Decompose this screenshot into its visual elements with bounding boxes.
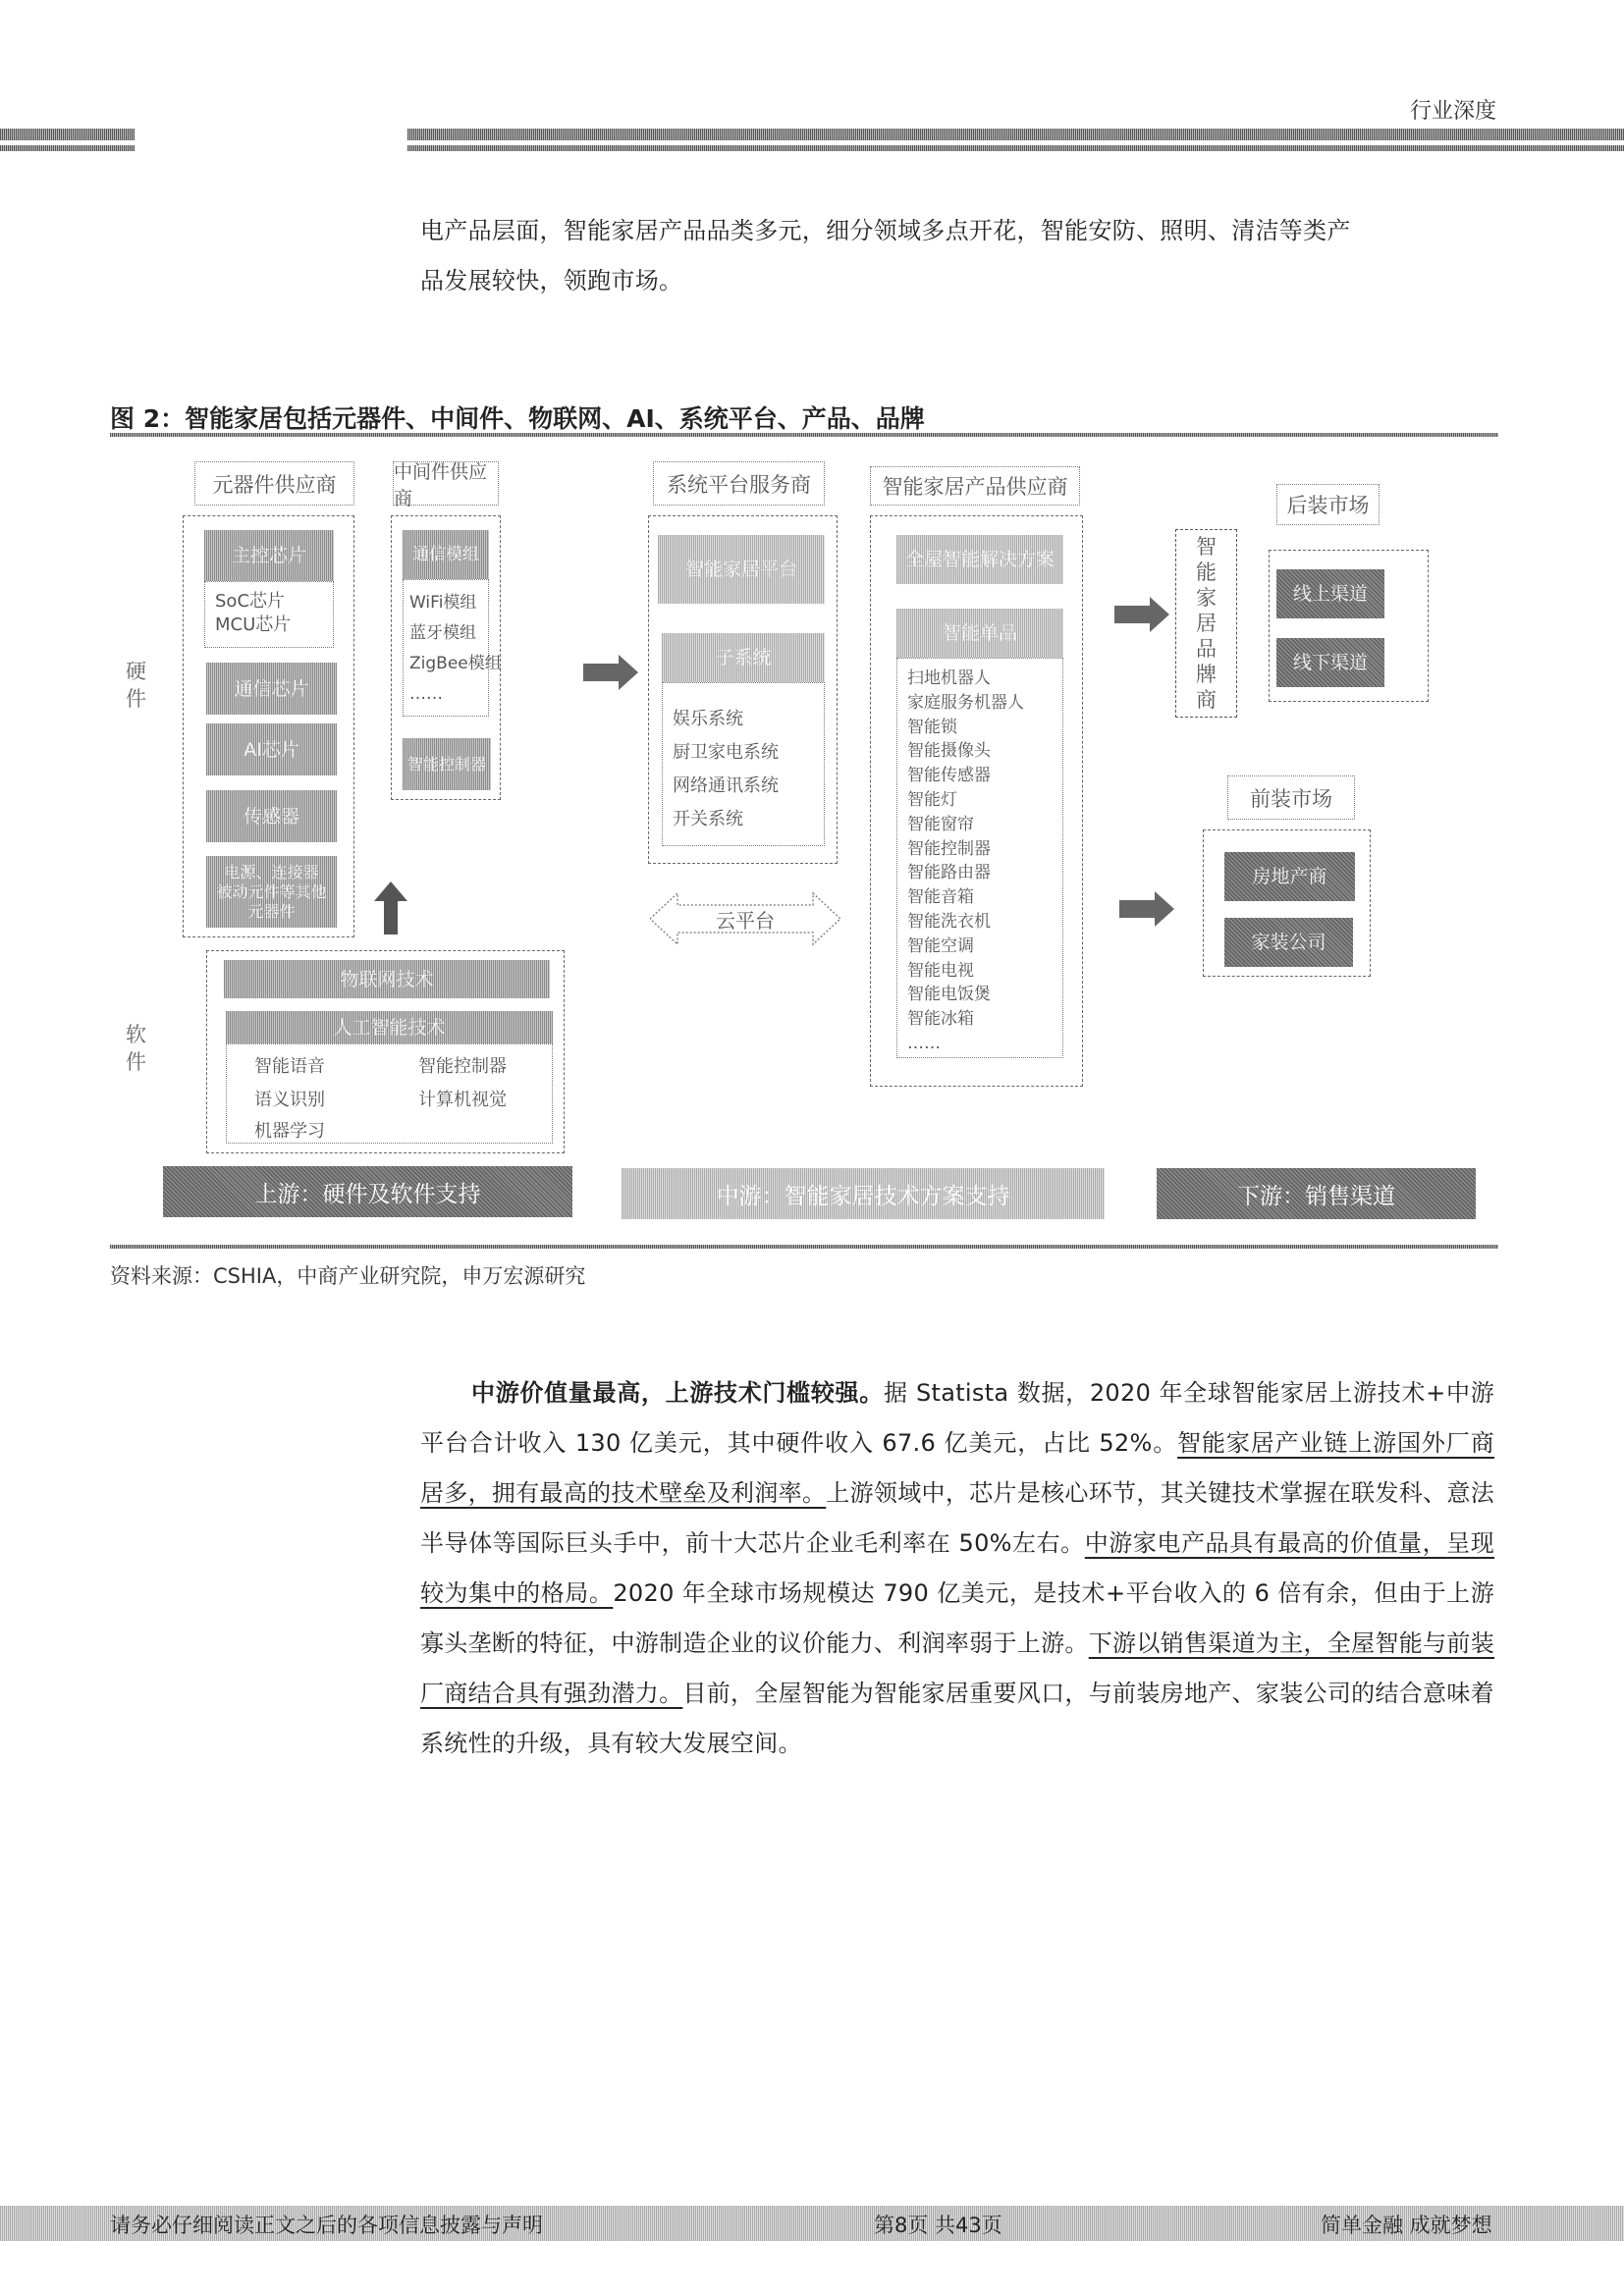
- single-products-text: 智能单品: [942, 622, 1017, 644]
- right-arrow-icon: [1119, 891, 1174, 927]
- list-item: WiFi模组: [409, 593, 477, 613]
- other-line: 被动元件等其他: [216, 881, 327, 901]
- body-underlined: 下游以销售渠道为主，全屋智能与前装厂商结合具有强劲潜力。: [420, 1629, 1494, 1707]
- list-item: SoC芯片: [215, 591, 286, 612]
- channel-text: 房地产商: [1252, 866, 1327, 887]
- platform-providers-label: [653, 461, 825, 506]
- list-item: MCU芯片: [215, 614, 292, 635]
- upstream-bar: [163, 1166, 572, 1217]
- figure-title-rule: [110, 433, 1498, 437]
- body-sentence: 上游领域中，芯片是核心环节，其关键技术掌握在联发科、意法半导体等国际巨头手中，前十大芯片企业毛利率在 50%左右。: [420, 1479, 1494, 1557]
- sensor-text: 传感器: [243, 805, 299, 828]
- subsystems-box: [662, 633, 825, 682]
- product-suppliers-label: [870, 466, 1080, 506]
- subsystems-list: [662, 682, 825, 846]
- list-item: 网络通讯系统: [673, 775, 779, 796]
- body-underlined: 智能家居产业链上游国外厂商居多，拥有最高的技术壁垒及利润率。: [420, 1429, 1494, 1507]
- upstream-bar-text: 上游：硬件及软件支持: [254, 1181, 481, 1207]
- body-sentence: 目前，全屋智能为智能家居重要风口，与前装房地产、家装公司的结合意味着系统性的升级，具有较大发展空间。: [420, 1680, 1494, 1757]
- comm-chip-text: 通信芯片: [234, 677, 309, 700]
- product-item: 智能电视: [907, 960, 974, 981]
- other-line: 电源、连接器: [224, 862, 319, 881]
- controller-text: 智能控制器: [406, 754, 486, 774]
- footer-disclaimer: 请务必仔细阅读正文之后的各项信息披露与声明: [110, 2214, 543, 2237]
- list-item: 智能控制器: [418, 1056, 507, 1077]
- product-item: 智能空调: [907, 935, 974, 956]
- cloud-platform-label: 云平台: [716, 909, 775, 933]
- product-item: 智能锁: [907, 717, 957, 737]
- software-label: 软件: [126, 1023, 146, 1074]
- whole-house-text: 全屋智能解决方案: [904, 549, 1055, 570]
- product-item: ……: [907, 1033, 941, 1053]
- intro-line-1: 电产品层面，智能家居产品品类多元，细分领域多点开花，智能安防、照明、清洁等类产: [420, 217, 1351, 244]
- main-chip-list: [204, 581, 334, 648]
- middleware-suppliers-label: [393, 460, 499, 509]
- list-item: ZigBee模组: [409, 654, 502, 673]
- premarket-label: [1227, 775, 1355, 820]
- platform-box: [658, 535, 825, 604]
- body-sentence: 据 Statista 数据，2020 年全球智能家居上游技术+中游平台合计收入 130 亿美元，其中硬件收入 67.6 亿美元，占比 52%。: [420, 1379, 1494, 1457]
- brand-box: [1175, 529, 1237, 718]
- brand-text: 智能家居品牌商: [1196, 535, 1217, 712]
- figure-bottom-rule: [110, 1245, 1498, 1249]
- header-category: 行业深度: [1410, 99, 1497, 124]
- premarket-channel-2: [1224, 918, 1353, 967]
- product-item: 智能灯: [907, 789, 957, 810]
- body-sentence: 2020 年全球市场规模达 790 亿美元，是技术+平台收入的 6 倍有余，但由于上游寡头垄断的特征，中游制造企业的议价能力、利润率弱于上游。: [420, 1579, 1494, 1657]
- midstream-bar-text: 中游：智能家居技术方案支持: [716, 1183, 1010, 1209]
- aftermarket-label: [1276, 484, 1380, 525]
- body-paragraph: [420, 1368, 1494, 1769]
- footer-slogan: 简单金融 成就梦想: [1321, 2214, 1492, 2237]
- body-underlined: 中游家电产品具有最高的价值量，呈现较为集中的格局。: [420, 1529, 1494, 1607]
- subsystems-text: 子系统: [715, 647, 772, 668]
- right-arrow-icon: [1114, 597, 1169, 632]
- up-arrow-icon: [374, 881, 407, 934]
- ai-tech-text: 人工智能技术: [333, 1016, 446, 1039]
- comm-module-list: [403, 579, 502, 717]
- component-suppliers-label-text: 元器件供应商: [212, 472, 337, 497]
- platform-text: 智能家居平台: [684, 559, 797, 580]
- other-components-box: [206, 856, 337, 928]
- list-item: 娱乐系统: [673, 709, 743, 729]
- aftermarket-channel-2: [1276, 638, 1384, 687]
- channel-text: 线下渠道: [1292, 652, 1368, 673]
- product-list: [896, 658, 1063, 1058]
- figure-source: 资料来源：CSHIA，中商产业研究院，申万宏源研究: [110, 1264, 586, 1288]
- ai-tech-list: [226, 1043, 553, 1144]
- body-lead: 中游价值量最高，上游技术门槛较强。: [471, 1379, 884, 1407]
- downstream-bar: [1157, 1168, 1476, 1219]
- channel-text: 家装公司: [1251, 932, 1326, 953]
- ai-tech-box: [226, 1011, 553, 1043]
- product-item: 扫地机器人: [907, 668, 991, 688]
- comm-module-text: 通信模组: [412, 545, 479, 564]
- product-item: 智能传感器: [907, 766, 991, 786]
- product-item: 智能电饭煲: [907, 985, 991, 1005]
- main-chip-text: 主控芯片: [231, 545, 306, 566]
- header-rule-right-thin: [407, 145, 1624, 151]
- product-item: 智能冰箱: [907, 1009, 974, 1030]
- list-item: 蓝牙模组: [409, 623, 476, 643]
- list-item: ……: [409, 684, 443, 704]
- main-chip-box: [204, 530, 334, 581]
- list-item: 计算机视觉: [418, 1090, 507, 1110]
- component-suppliers-label: [194, 461, 354, 506]
- figure-title: 图 2：智能家居包括元器件、中间件、物联网、AI、系统平台、产品、品牌: [110, 404, 925, 433]
- sensor-box: [206, 790, 337, 842]
- premarket-label-text: 前装市场: [1250, 786, 1332, 811]
- hardware-label: 硬件: [126, 660, 146, 711]
- comm-chip-box: [206, 663, 337, 715]
- comm-module-box: [403, 530, 489, 579]
- intro-line-2: 品发展较快，领跑市场。: [420, 267, 683, 294]
- middleware-suppliers-label-text: 中间件供应商: [394, 460, 488, 509]
- downstream-bar-text: 下游：销售渠道: [1237, 1183, 1395, 1209]
- list-item: 机器学习: [254, 1121, 325, 1142]
- product-suppliers-label-text: 智能家居产品供应商: [882, 475, 1068, 499]
- ai-chip-text: AI芯片: [244, 738, 299, 761]
- platform-providers-label-text: 系统平台服务商: [667, 472, 811, 497]
- single-products-box: [896, 609, 1063, 658]
- aftermarket-channel-1: [1276, 569, 1384, 618]
- midstream-bar: [622, 1168, 1105, 1219]
- iot-text: 物联网技术: [340, 968, 434, 990]
- right-arrow-icon: [583, 655, 638, 690]
- other-line: 元器件: [247, 901, 296, 921]
- controller-box: [403, 738, 491, 790]
- ai-chip-box: [206, 723, 337, 775]
- premarket-channel-1: [1224, 852, 1355, 901]
- aftermarket-label-text: 后装市场: [1286, 494, 1370, 517]
- product-item: 智能窗帘: [907, 814, 974, 834]
- product-item: 智能音箱: [907, 887, 974, 908]
- product-item: 智能控制器: [907, 838, 991, 859]
- header-rule-left-thin: [0, 145, 135, 151]
- product-item: 智能路由器: [907, 863, 991, 883]
- list-item: 开关系统: [673, 809, 743, 829]
- header-rule-right-thick: [407, 129, 1624, 140]
- channel-text: 线上渠道: [1292, 583, 1368, 605]
- footer-page-number: 第8页 共43页: [874, 2214, 1002, 2237]
- product-item: 智能洗衣机: [907, 911, 991, 932]
- header-rule-left-thick: [0, 129, 135, 140]
- whole-house-box: [896, 535, 1063, 584]
- intro-paragraph: [420, 206, 1500, 306]
- list-item: 厨卫家电系统: [673, 742, 779, 763]
- product-item: 智能摄像头: [907, 741, 991, 762]
- iot-box: [224, 960, 550, 998]
- product-item: 家庭服务机器人: [907, 692, 1024, 713]
- list-item: 语义识别: [254, 1090, 325, 1110]
- list-item: 智能语音: [254, 1056, 325, 1077]
